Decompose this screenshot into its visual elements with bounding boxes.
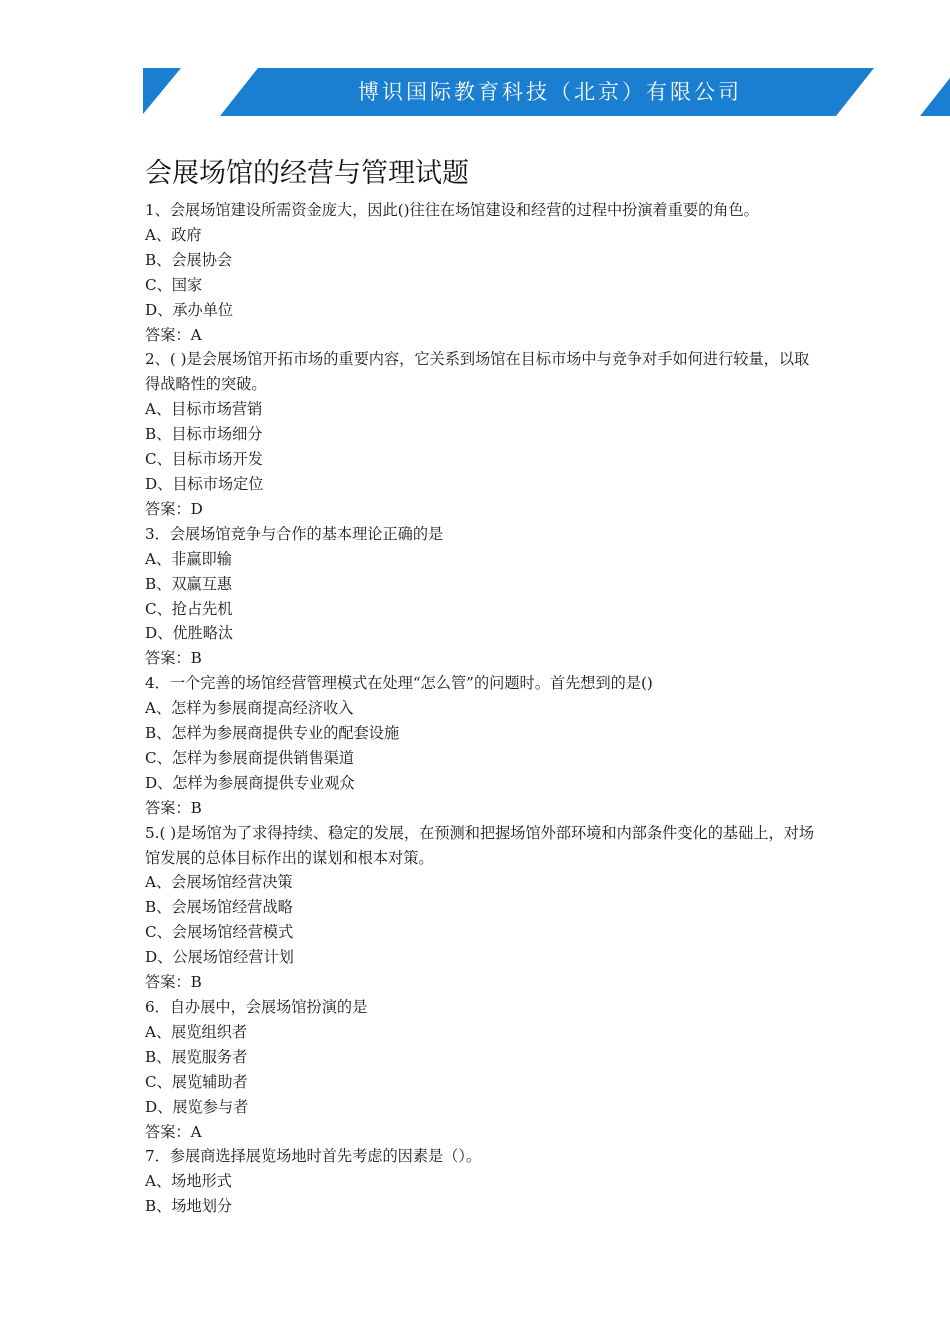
option-b: B、展览服务者 [145, 1047, 248, 1066]
option-c: C、国家 [145, 275, 203, 294]
question-stem: 7．参展商选择展览场地时首先考虑的因素是（）。 [145, 1147, 482, 1166]
question-stem: 3．会展场馆竞争与合作的基本理论正确的是 [145, 524, 444, 543]
question-5 [145, 821, 815, 995]
option-a: A、展览组织者 [145, 1022, 248, 1041]
option-b: B、会展场馆经营战略 [145, 898, 293, 917]
header-left-triangle [143, 68, 181, 114]
header-band [0, 68, 950, 116]
document-title: 会展场馆的经营与管理试题 [145, 158, 469, 189]
option-a: A、会展场馆经营决策 [145, 873, 293, 892]
option-c: C、会展场馆经营模式 [145, 923, 294, 942]
option-c: C、抢占先机 [145, 599, 233, 618]
answer: 答案：A [145, 1122, 202, 1141]
option-b: B、场地划分 [145, 1197, 233, 1216]
question-stem: 5.( )是场馆为了求得持续、稳定的发展，在预测和把握场馆外部环境和内部条件变化的基础上，对场馆发展的总体目标作出的谋划和根本对策。 [145, 823, 815, 867]
option-d: D、公展场馆经营计划 [145, 948, 294, 967]
question-stem: 2、( )是会展场馆开拓市场的重要内容，它关系到场馆在目标市场中与竞争对手如何进行较量，以取得战略性的突破。 [145, 350, 810, 394]
question-1 [145, 198, 815, 347]
option-b: B、怎样为参展商提供专业的配套设施 [145, 724, 400, 743]
option-a: A、场地形式 [145, 1172, 232, 1191]
option-b: B、目标市场细分 [145, 425, 263, 444]
option-d: D、展览参与者 [145, 1097, 249, 1116]
option-b: B、会展协会 [145, 250, 233, 269]
question-4 [145, 671, 815, 820]
question-3 [145, 522, 815, 671]
option-d: D、优胜略汰 [145, 624, 234, 643]
option-a: A、政府 [145, 225, 202, 244]
answer: 答案：B [145, 973, 202, 992]
header-right-triangle [920, 78, 950, 116]
answer: 答案：B [145, 649, 202, 668]
option-c: C、怎样为参展商提供销售渠道 [145, 748, 355, 767]
option-d: D、承办单位 [145, 300, 234, 319]
question-7 [145, 1144, 815, 1219]
option-d: D、怎样为参展商提供专业观众 [145, 773, 355, 792]
answer: 答案：A [145, 325, 202, 344]
option-b: B、双赢互惠 [145, 574, 233, 593]
question-stem: 4．一个完善的场馆经营管理模式在处理“怎么管”的问题时。首先想到的是() [145, 674, 653, 693]
question-2 [145, 347, 815, 521]
question-list [145, 198, 815, 1219]
answer: 答案：D [145, 499, 203, 518]
option-a: A、目标市场营销 [145, 400, 263, 419]
answer: 答案：B [145, 798, 202, 817]
question-stem: 6．自办展中，会展场馆扮演的是 [145, 998, 368, 1016]
option-c: C、展览辅助者 [145, 1072, 248, 1091]
option-a: A、怎样为参展商提高经济收入 [145, 699, 354, 718]
company-name: 博识国际教育科技（北京）有限公司 [358, 80, 742, 104]
question-6 [145, 995, 815, 1144]
option-a: A、非赢即输 [145, 549, 232, 568]
option-d: D、目标市场定位 [145, 474, 264, 493]
option-c: C、目标市场开发 [145, 450, 263, 469]
question-stem: 1、会展场馆建设所需资金庞大，因此()往往在场馆建设和经营的过程中扮演着重要的角色。 [145, 201, 759, 219]
